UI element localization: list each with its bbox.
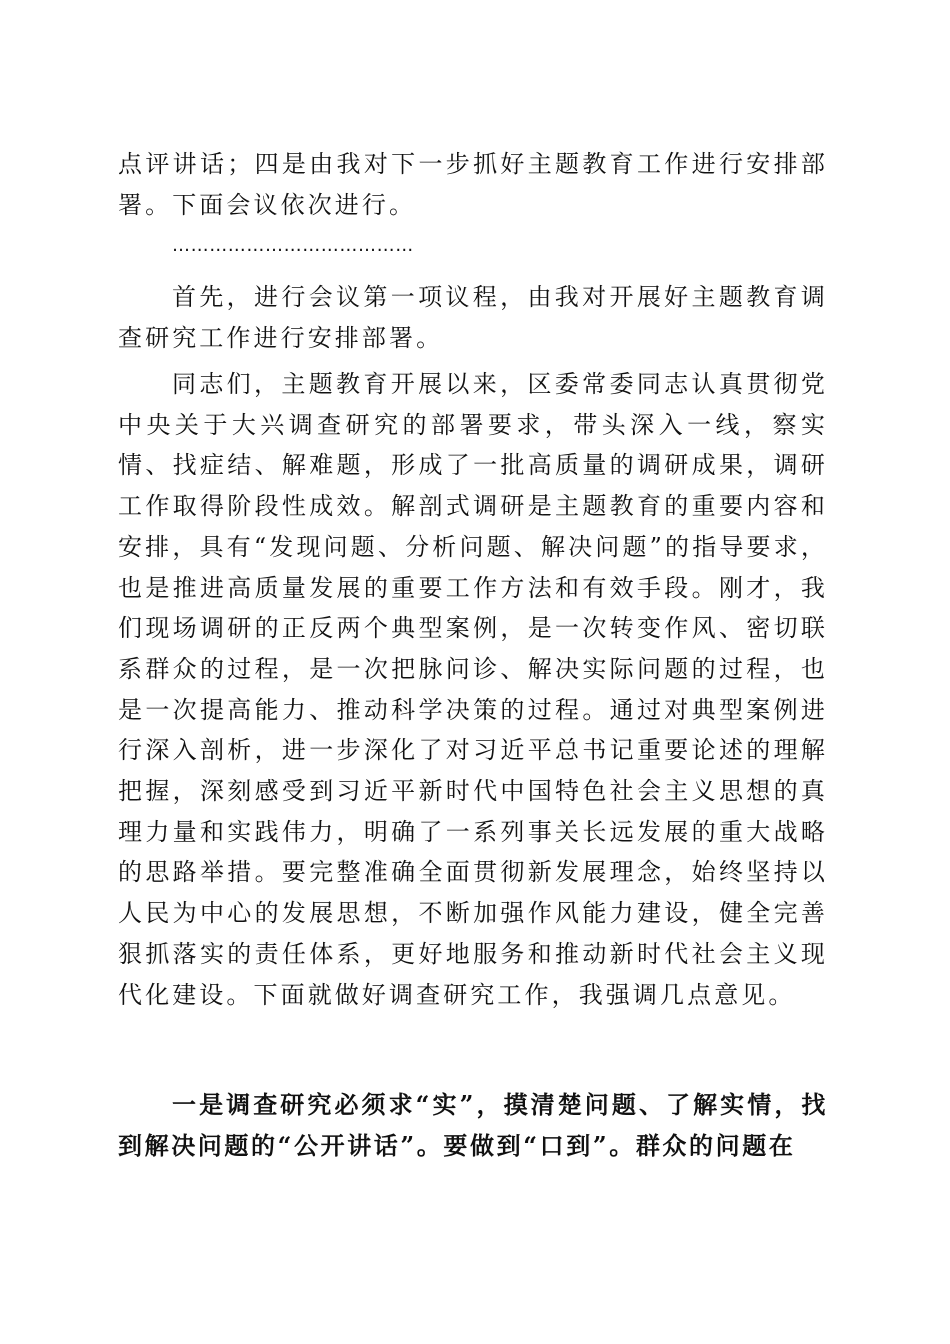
paragraph-point-one: 一是调查研究必须求“实”，摸清楚问题、了解实情，找到解决问题的“公开讲话”。要做到“口到”。群众的问题在 [118,1090,828,1160]
paragraph-first-agenda: 首先，进行会议第一项议程，由我对开展好主题教育调查研究工作进行安排部署。 [118,283,828,352]
separator-dots: ………………………………… [172,235,414,256]
paragraph-opening-continuation: 点评讲话；四是由我对下一步抓好主题教育工作进行安排部署。下面会议依次进行。 [118,150,828,219]
paragraph-main-speech: 同志们，主题教育开展以来，区委常委同志认真贯彻党中央关于大兴调查研究的部署要求，带头深入一线，察实情、找症结、解难题，形成了一批高质量的调研成果，调研工作取得阶段性成效。解剖式调研是主题教育的重要内容和安排，具有“发现问题、分析问题、解决问题”的指导要求，也是推进高质量发展的重要工作方法和有效手段。刚才，我们现场调研的正反两个典型案例，是一次转变作风、密切联系群众的过程，是一次把脉问诊、解决实际问题的过程，也是一次提高能力、推动科学决策的过程。通过对典型案例进行深入剖析，进一步深化了对习近平总书记重要论述的理解把握，深刻感受到习近平新时代中国特色社会主义思想的真理力量和实践伟力，明确了一系列事关长远发展的重大战略的思路举措。要完整准确全面贯彻新发展理念，始终坚持以人民为中心的发展思想，不断加强作风能力建设，健全完善狠抓落实的责任体系，更好地服务和推动新时代社会主义现代化建设。下面就做好调查研究工作，我强调几点意见。 [118,370,828,1009]
